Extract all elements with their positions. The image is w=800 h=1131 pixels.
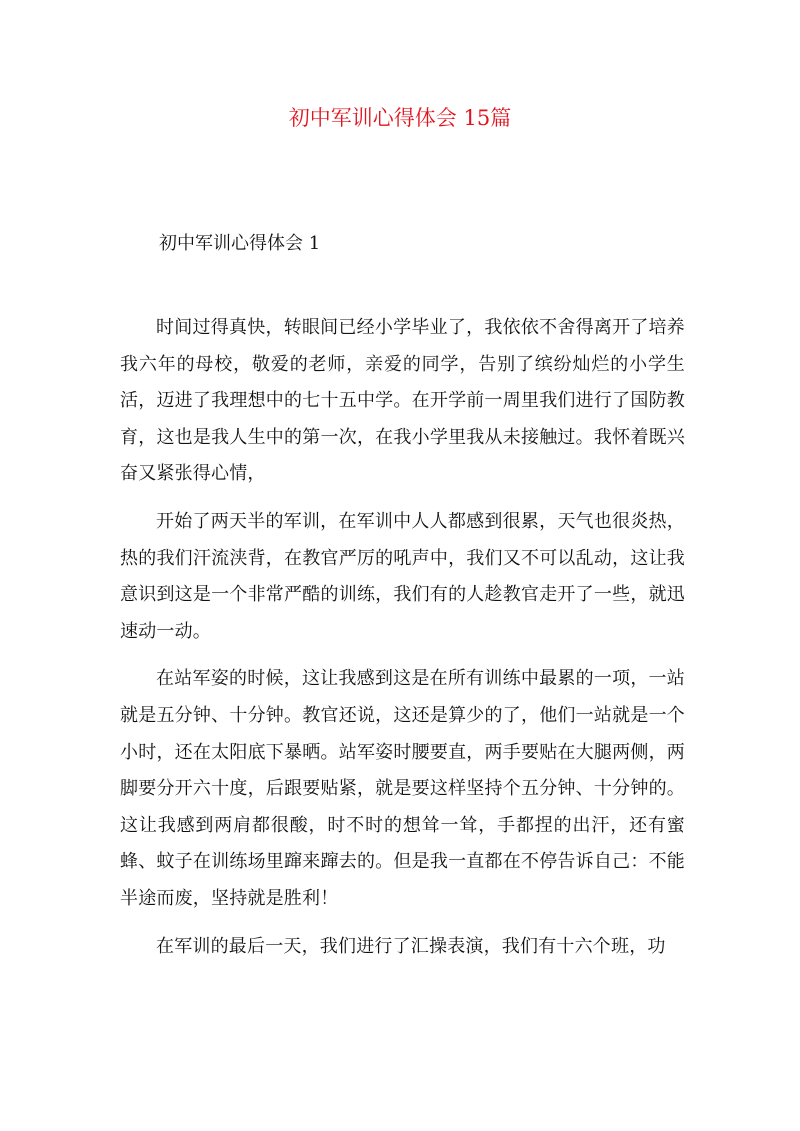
paragraph-1: 时间过得真快，转眼间已经小学毕业了，我依依不舍得离开了培养我六年的母校，敬爱的老师，亲爱的同学，告别了缤纷灿烂的小学生活，迈进了我理想中的七十五中学。在开学前一周里我们进行了国防教育，这也是我人生中的第一次，在我小学里我从未接触过。我怀着既兴奋又紧张得心情，	[120, 317, 685, 485]
section-heading: 初中军训心得体会 1	[159, 233, 321, 254]
document-title: 初中军训心得体会 15篇	[288, 106, 512, 130]
body-text	[120, 310, 685, 976]
paragraph-4: 在军训的最后一天，我们进行了汇操表演，我们有十六个班，功	[156, 935, 666, 957]
paragraph-3: 在站军姿的时候，这让我感到这是在所有训练中最累的一项，一站就是五分钟、十分钟。教官还说，这还是算少的了，他们一站就是一个小时，还在太阳底下暴晒。站军姿时腰要直，两手要贴在大腿两侧，两脚要分开六十度，后跟要贴紧，就是要这样坚持个五分钟、十分钟的。这让我感到两肩都很酸，时不时的想耸一耸，手都捏的出汗，还有蜜蜂、蚊子在训练场里蹿来蹿去的。但是我一直都在不停告诉自己：不能半途而废，坚持就是胜利！	[120, 668, 685, 909]
paragraph-2: 开始了两天半的军训，在军训中人人都感到很累，天气也很炎热，热的我们汗流浃背，在教官严厉的吼声中，我们又不可以乱动，这让我意识到这是一个非常严酷的训练，我们有的人趁教官走开了一些，就迅速动一动。	[120, 510, 685, 642]
